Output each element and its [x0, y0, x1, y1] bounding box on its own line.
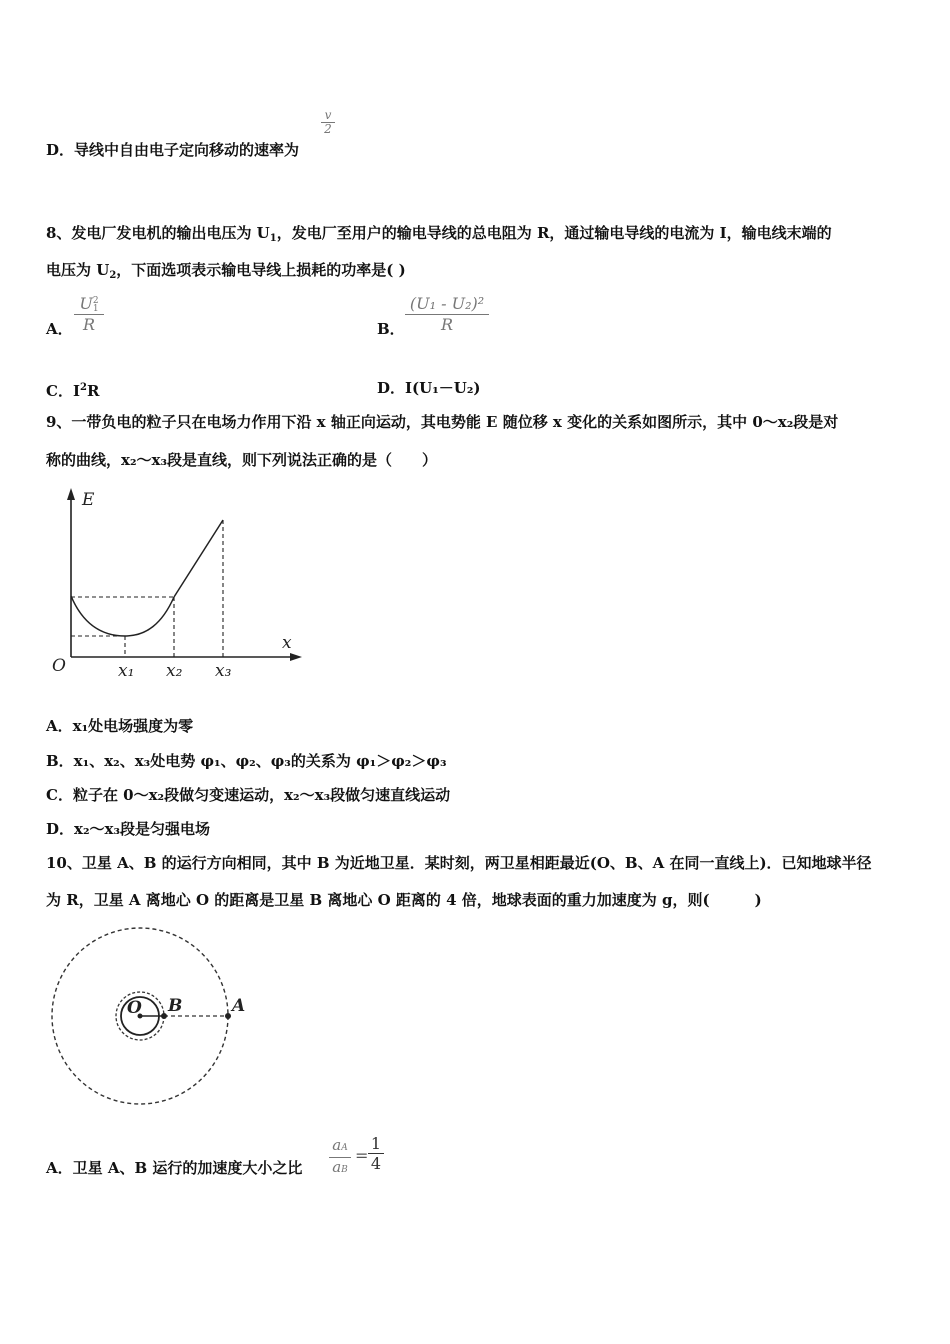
- q10-lhs-num-a: a: [332, 1136, 342, 1154]
- q8-c-sup: 2: [79, 382, 87, 393]
- q10-lhs-num-sub: A: [341, 1143, 348, 1153]
- q9-option-c: C．粒子在 0～x₂段做匀变速运动，x₂～x₃段做匀速直线运动: [46, 786, 451, 804]
- q10-rhs-den: 4: [370, 1154, 382, 1173]
- q8-stem-line2-rest: ，下面选项表示输电导线上损耗的功率是( ): [116, 261, 406, 279]
- q8-option-b-label: B．: [377, 320, 405, 338]
- q9-option-b: B．x₁、x₂、x₃处电势 φ₁、φ₂、φ₃的关系为 φ₁＞φ₂＞φ₃: [46, 752, 447, 770]
- q9-x-axis-label: x: [282, 633, 292, 653]
- q8-b-numerator: (U₁ - U₂)²: [409, 294, 485, 313]
- q8-stem-line1-rest: ，发电厂至用户的输电导线的总电阻为 R，通过输电导线的电流为 I，输电线末端的: [276, 224, 832, 242]
- q10-a-rhs-fraction: [368, 1134, 384, 1173]
- q10-stem-line2: 为 R，卫星 A 离地心 O 的距离是卫星 B 离地心 O 距离的 4 倍，地球表面的重力加速度为 g，则( ): [46, 891, 762, 909]
- q7-frac-num: v: [324, 108, 332, 122]
- q8-sub-2: 2: [109, 270, 117, 281]
- q10-satellite-b: [161, 1013, 167, 1019]
- q8-a-num-u: U: [79, 294, 93, 313]
- q8-b-den: R: [440, 315, 454, 334]
- q8-d-text: I(U₁－U₂): [405, 379, 481, 397]
- q8-a-sup: 2: [92, 295, 99, 306]
- q7-frac-den: 2: [324, 122, 332, 136]
- q10-label-b: B: [168, 996, 183, 1016]
- q10-a-lhs-fraction: [329, 1136, 351, 1179]
- q9-stem-line2: 称的曲线，x₂～x₃段是直线，则下列说法正确的是（ ）: [46, 451, 438, 469]
- q10-label-o: O: [127, 998, 142, 1018]
- q9-option-d: D．x₂～x₃段是匀强电场: [46, 820, 211, 838]
- q9-option-a: A．x₁处电场强度为零: [46, 717, 194, 735]
- q9-y-axis-label: E: [82, 490, 95, 510]
- q10-lhs-num: [329, 1136, 351, 1157]
- q9-tick-label-x2: x₂: [166, 661, 183, 681]
- q8-a-sub: 1: [92, 303, 99, 314]
- q8-a-den: R: [82, 315, 96, 334]
- q10-rhs-num: 1: [370, 1134, 382, 1153]
- q10-label-a: A: [232, 996, 246, 1016]
- q8-option-a-label: A．: [46, 320, 73, 338]
- q9-stem-line1: 9、一带负电的粒子只在电场力作用下沿 x 轴正向运动，其电势能 E 随位移 x 变化的关系如图所示，其中 0～x₂段是对: [46, 413, 839, 431]
- q10-stem-line1: 10、卫星 A、B 的运行方向相同，其中 B 为近地卫星．某时刻，两卫星相距最近(O、B、A 在同一直线上)．已知地球半径: [46, 854, 872, 872]
- q8-stem-line2-pre: 电压为 U: [46, 261, 110, 279]
- q10-satellite-a: [225, 1013, 231, 1019]
- q10-lhs-den-a: a: [332, 1158, 342, 1176]
- q10-lhs-den: [329, 1158, 351, 1179]
- q8-c-tail: R: [86, 382, 100, 400]
- q8-sub-1: 1: [269, 233, 277, 244]
- q9-tick-label-x3: x₃: [215, 661, 232, 681]
- q9-tick-label-x1: x₁: [118, 661, 135, 681]
- q8-c-text: I: [72, 382, 80, 400]
- q9-origin-label: O: [52, 656, 66, 676]
- q8-c-label: C．: [46, 382, 73, 400]
- q10-a-equals: =: [355, 1146, 369, 1165]
- q10-option-a: A．卫星 A、B 运行的加速度大小之比: [46, 1159, 303, 1177]
- q8-d-label: D．: [377, 379, 406, 397]
- q10-lhs-den-sub: B: [341, 1165, 348, 1175]
- q8-stem-line1-text: 8、发电厂发电机的输出电压为 U: [46, 224, 270, 242]
- q7-option-d: D．导线中自由电子定向移动的速率为: [46, 141, 300, 159]
